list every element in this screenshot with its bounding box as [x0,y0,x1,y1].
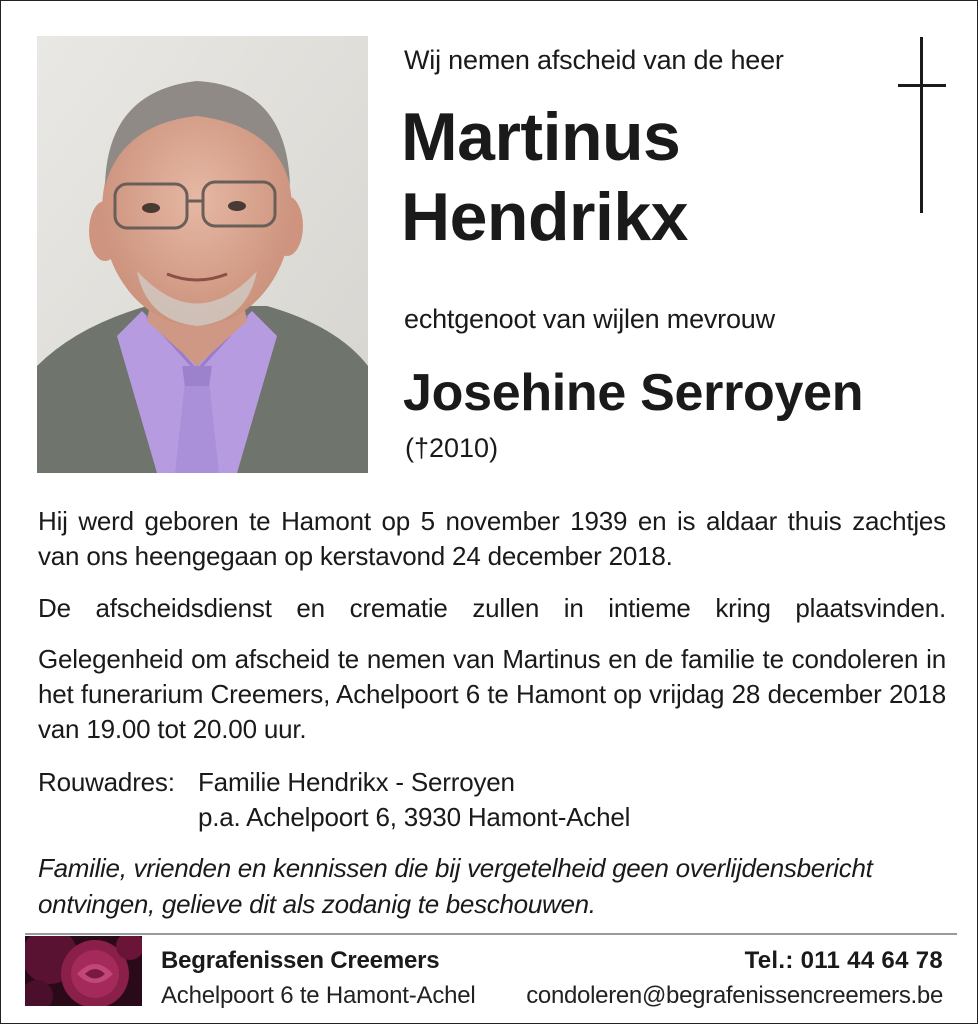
spouse-name: Josehine Serroyen [403,364,864,422]
funeral-home-name: Begrafenissen Creemers [161,947,440,974]
deceased-last-name: Hendrikx [401,179,688,255]
funeral-home-address: Achelpoort 6 te Hamont-Achel [161,982,476,1009]
funeral-home-phone: Tel.: 011 44 64 78 [744,947,943,974]
deceased-first-name: Martinus [401,99,681,175]
funeral-home-email[interactable]: condoleren@begrafenissencreemers.be [526,982,943,1009]
deceased-name [401,97,688,257]
address-line-1: Familie Hendrikx - Serroyen [198,767,515,797]
spouse-death-year: (†2010) [405,433,499,463]
address-line-2: p.a. Achelpoort 6, 3930 Hamont-Achel [198,802,631,832]
spouse-intro-text: echtgenoot van wijlen mevrouw [404,304,775,334]
portrait-photo [37,36,368,473]
visitation-paragraph: Gelegenheid om afscheid te nemen van Martinus en de familie te condoleren in het funerarium Creemers, Achelpoort 6 te Hamont op vrijdag 28 december 2018 van 19.00 tot 20.00 uur. [38,644,946,744]
mourning-address [38,765,630,835]
footer-divider [25,933,957,935]
cross-icon [898,37,946,213]
birth-paragraph: Hij werd geboren te Hamont op 5 november 1939 en is aldaar thuis zachtjes van ons heengegaan op kerstavond 24 december 2018. [38,506,946,571]
service-paragraph: De afscheidsdienst en crematie zullen in intieme kring plaatsvinden. [38,593,946,623]
intro-text: Wij nemen afscheid van de heer [404,45,784,75]
notice-note: Familie, vrienden en kennissen die bij vergetelheid geen overlijdensbericht ontvingen, gelieve dit als zodanig te beschouwen. [38,853,873,919]
rose-icon [25,936,142,1006]
address-label: Rouwadres: [38,767,175,797]
